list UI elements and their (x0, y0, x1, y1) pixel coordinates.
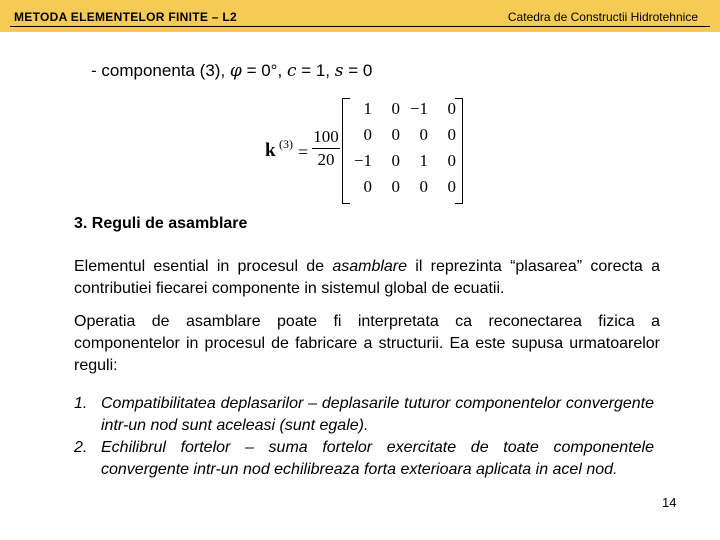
matrix-right-bracket (455, 98, 463, 204)
s-symbol: s (334, 61, 344, 81)
phi-value: = 0°, (246, 61, 283, 80)
rules-list (74, 393, 654, 481)
matrix-cell: 0 (391, 177, 400, 196)
matrix-cell: 0 (447, 151, 456, 170)
k-symbol: k (265, 140, 276, 161)
fraction-bar (312, 148, 340, 149)
phi-symbol: φ (229, 61, 242, 81)
matrix-cell: 0 (419, 125, 428, 144)
course-title: METODA ELEMENTELOR FINITE – L2 (14, 10, 238, 24)
s-value: = 0 (348, 61, 373, 80)
matrix-cell: 0 (391, 125, 400, 144)
matrix-cell: −1 (409, 99, 428, 118)
matrix-row (344, 174, 456, 200)
list-item (74, 437, 654, 481)
paragraph-text: il reprezinta “plasarea” corecta a contributiei fiecarei componente in sistemul global de ecuatii. (74, 258, 660, 297)
matrix-row (344, 148, 456, 174)
list-text: Echilibrul fortelor – suma fortelor exercitate de toate componentele convergente intr-un nod echilibreaza forta exterioara aplicata in acel nod. (101, 439, 654, 478)
list-item (74, 393, 654, 437)
stiffness-matrix (344, 96, 456, 200)
fraction-numerator: 100 (313, 127, 339, 146)
matrix-cell: 0 (363, 177, 372, 196)
matrix-cell: 0 (447, 99, 456, 118)
page-number: 14 (662, 495, 677, 510)
k-superscript: (3) (279, 137, 293, 151)
paragraph-text: Elementul esential in procesul de (74, 258, 333, 275)
header-divider (10, 26, 710, 27)
scalar-fraction (312, 127, 340, 170)
list-number: 1. (74, 395, 88, 412)
component-parameters (91, 61, 372, 81)
department-title: Catedra de Constructii Hidrotehnice (507, 10, 698, 24)
equals-sign: = (298, 142, 309, 162)
list-text: Compatibilitatea deplasarilor – deplasarile tuturor componentelor convergente intr-un nod sunt aceleasi (sunt egale). (101, 395, 654, 434)
slide-header (0, 0, 720, 32)
c-symbol: c (286, 61, 297, 81)
section-heading: 3. Reguli de asamblare (74, 215, 248, 232)
paragraph-assembly-intro (74, 256, 660, 300)
matrix-row (344, 122, 456, 148)
matrix-cell: 1 (363, 99, 372, 118)
c-value: = 1, (301, 61, 331, 80)
matrix-cell: 0 (391, 99, 400, 118)
emphasized-term: asamblare (332, 258, 408, 275)
fraction-denominator: 20 (317, 150, 335, 169)
component-label: - componenta (3), (91, 61, 226, 80)
matrix-cell: 0 (447, 177, 456, 196)
list-number: 2. (74, 439, 88, 456)
matrix-cell: 1 (419, 151, 428, 170)
matrix-cell: 0 (391, 151, 400, 170)
matrix-row (344, 96, 456, 122)
matrix-cell: 0 (419, 177, 428, 196)
matrix-cell: −1 (353, 151, 372, 170)
matrix-cell: 0 (363, 125, 372, 144)
paragraph-assembly-operation: Operatia de asamblare poate fi interpretata ca reconectarea fizica a componentelor in procesul de fabricare a structurii. Ea este supusa urmatoarelor reguli: (74, 313, 660, 374)
matrix-cell: 0 (447, 125, 456, 144)
